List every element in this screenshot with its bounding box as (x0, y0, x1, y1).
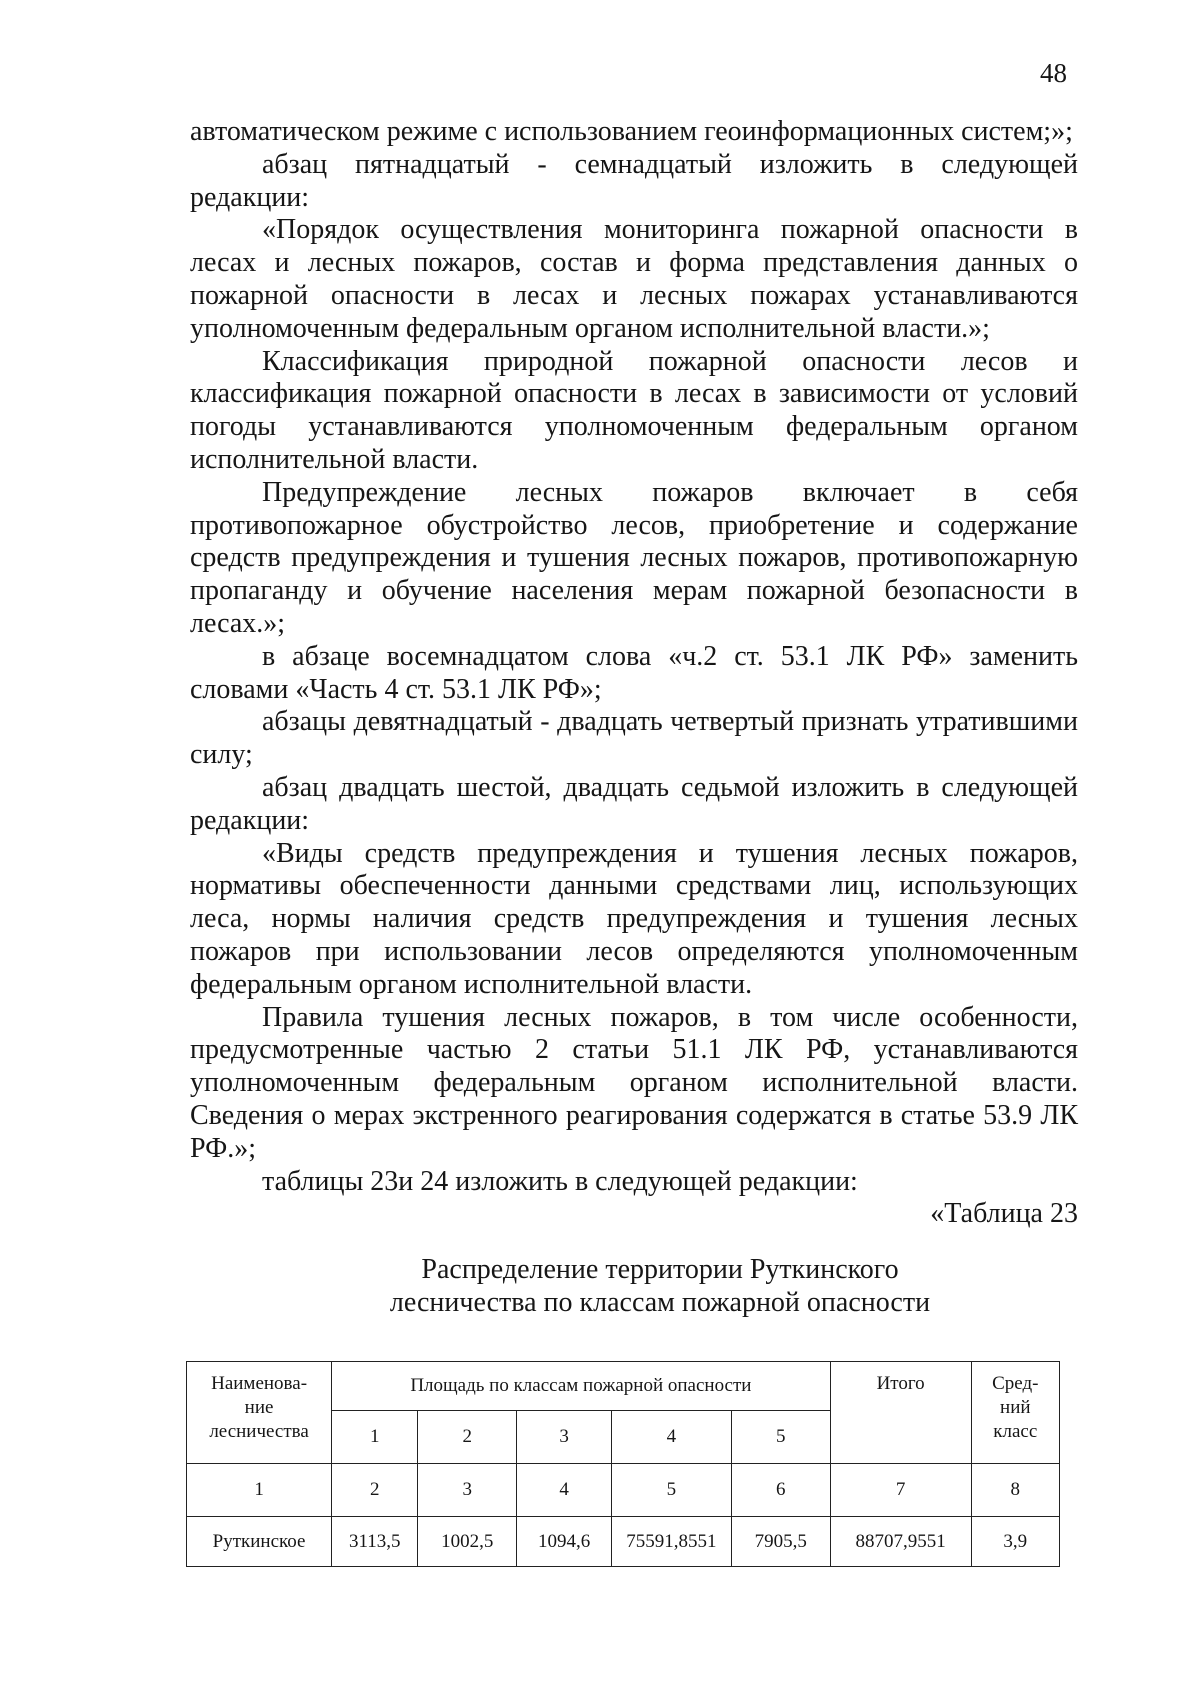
paragraph: таблицы 23и 24 изложить в следующей редакции: (262, 1165, 858, 1197)
column-number-row (187, 1464, 1060, 1517)
column-number: 2 (332, 1464, 418, 1517)
column-number: 7 (830, 1464, 971, 1517)
table-cell: 7905,5 (731, 1517, 830, 1567)
paragraph: в абзаце восемнадцатом слова «ч.2 ст. 53.1 ЛК РФ» заменить словами «Часть 4 ст. 53.1 ЛК РФ»; (190, 640, 1078, 705)
page-number: 48 (1040, 58, 1067, 88)
table-cell: 75591,8551 (611, 1517, 731, 1567)
paragraph: Классификация природной пожарной опасности лесов и классификация пожарной опасности в лесах в зависимости от условий погоды устанавливаются уполномоченным федеральным органом исполнительной власти. (190, 345, 1078, 475)
table-cell: 1094,6 (517, 1517, 612, 1567)
table-row (187, 1517, 1060, 1567)
header-class-5: 5 (731, 1411, 830, 1464)
table-cell: Руткинское (187, 1517, 332, 1567)
header-area-by-class: Площадь по классам пожарной опасности (332, 1362, 831, 1411)
header-average-class: Сред- ний класс (971, 1362, 1059, 1464)
header-total: Итого (830, 1362, 971, 1464)
paragraph: Правила тушения лесных пожаров, в том числе особенности, предусмотренные частью 2 статьи 51.1 ЛК РФ, устанавливаются уполномоченным федеральным органом исполнительной власти. Сведения о мерах экстренного реагирования содержатся в статье 53.9 ЛК РФ.»; (190, 1001, 1078, 1164)
table-cell: 88707,9551 (830, 1517, 971, 1567)
table-title-line: лесничества по классам пожарной опасности (389, 1286, 931, 1318)
column-number: 5 (611, 1464, 731, 1517)
fire-danger-table (186, 1361, 1060, 1567)
header-class-2: 2 (418, 1411, 517, 1464)
table-title (300, 1254, 1020, 1320)
table-cell: 3113,5 (332, 1517, 418, 1567)
table-header-row (187, 1362, 1060, 1411)
paragraph: абзац двадцать шестой, двадцать седьмой изложить в следующей редакции: (190, 771, 1078, 836)
header-class-1: 1 (332, 1411, 418, 1464)
paragraph: Предупреждение лесных пожаров включает в себя противопожарное обустройство лесов, приобретение и содержание средств предупреждения и тушения лесных пожаров, противопожарную пропаганду и обучение населения мерам пожарной безопасности в лесах.»; (190, 476, 1078, 639)
table-label: «Таблица 23 (930, 1198, 1078, 1230)
column-number: 3 (418, 1464, 517, 1517)
paragraph: абзацы девятнадцатый - двадцать четвертый признать утратившими силу; (190, 706, 1078, 771)
header-class-3: 3 (517, 1411, 612, 1464)
header-class-4: 4 (611, 1411, 731, 1464)
column-number: 6 (731, 1464, 830, 1517)
column-number: 4 (517, 1464, 612, 1517)
paragraph: «Виды средств предупреждения и тушения лесных пожаров, нормативы обеспеченности данными средствами лиц, использующих леса, нормы наличия средств предупреждения и тушения лесных пожаров при использовании лесов определяются уполномоченным федеральным органом исполнительной власти. (190, 837, 1078, 1000)
column-number: 8 (971, 1464, 1059, 1517)
table-title-line: Распределение территории Руткинского (421, 1254, 899, 1285)
document-body (190, 116, 1078, 1231)
table-cell: 1002,5 (418, 1517, 517, 1567)
column-number: 1 (187, 1464, 332, 1517)
paragraph: «Порядок осуществления мониторинга пожарной опасности в лесах и лесных пожаров, состав и форма представления данных о пожарной опасности в лесах и лесных пожарах устанавливаются уполномоченным федеральным органом исполнительной власти.»; (190, 214, 1078, 344)
paragraph: абзац пятнадцатый - семнадцатый изложить в следующей редакции: (190, 148, 1078, 213)
header-forestry-name: Наименова- ние лесничества (187, 1362, 332, 1464)
paragraph: автоматическом режиме с использованием геоинформационных систем;»; (190, 116, 1073, 147)
table-cell: 3,9 (971, 1517, 1059, 1567)
